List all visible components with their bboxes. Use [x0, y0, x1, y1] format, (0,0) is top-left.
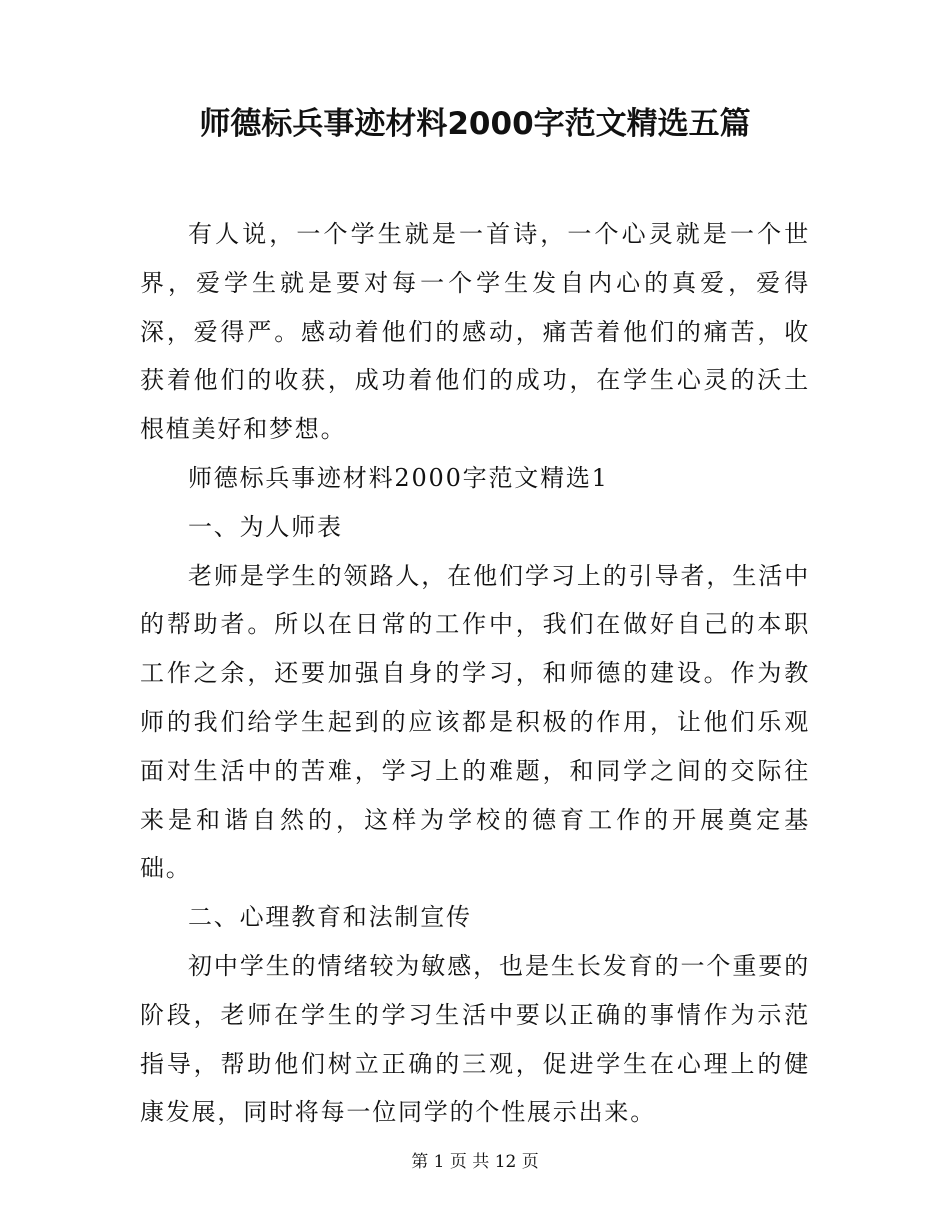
body-paragraph-psychology: 初中学生的情绪较为敏感，也是生长发育的一个重要的阶段，老师在学生的学习生活中要以正确的事情作为示范指导，帮助他们树立正确的三观，促进学生在心理上的健康发展，同时将每一位同学的个性展示出来。	[140, 951, 810, 1127]
section-heading-essay-1: 师德标兵事迹材料2000字范文精选1	[188, 463, 609, 492]
subheading-role-model: 一、为人师表	[188, 512, 343, 541]
document-body	[140, 210, 810, 1137]
page-number-footer: 第 1 页 共 12 页	[411, 1152, 539, 1172]
document-title: 师德标兵事迹材料2000字范文精选五篇	[199, 106, 751, 142]
subheading-psychology-law: 二、心理教育和法制宣传	[188, 903, 472, 932]
body-paragraph-role-model: 老师是学生的领路人，在他们学习上的引导者，生活中的帮助者。所以在日常的工作中，我们在做好自己的本职工作之余，还要加强自身的学习，和师德的建设。作为教师的我们给学生起到的应该都是积极的作用，让他们乐观面对生活中的苦难，学习上的难题，和同学之间的交际往来是和谐自然的，这样为学校的德育工作的开展奠定基础。	[140, 561, 810, 883]
intro-paragraph: 有人说，一个学生就是一首诗，一个心灵就是一个世界，爱学生就是要对每一个学生发自内心的真爱，爱得深，爱得严。感动着他们的感动，痛苦着他们的痛苦，收获着他们的收获，成功着他们的成功，在学生心灵的沃土根植美好和梦想。	[140, 220, 810, 444]
